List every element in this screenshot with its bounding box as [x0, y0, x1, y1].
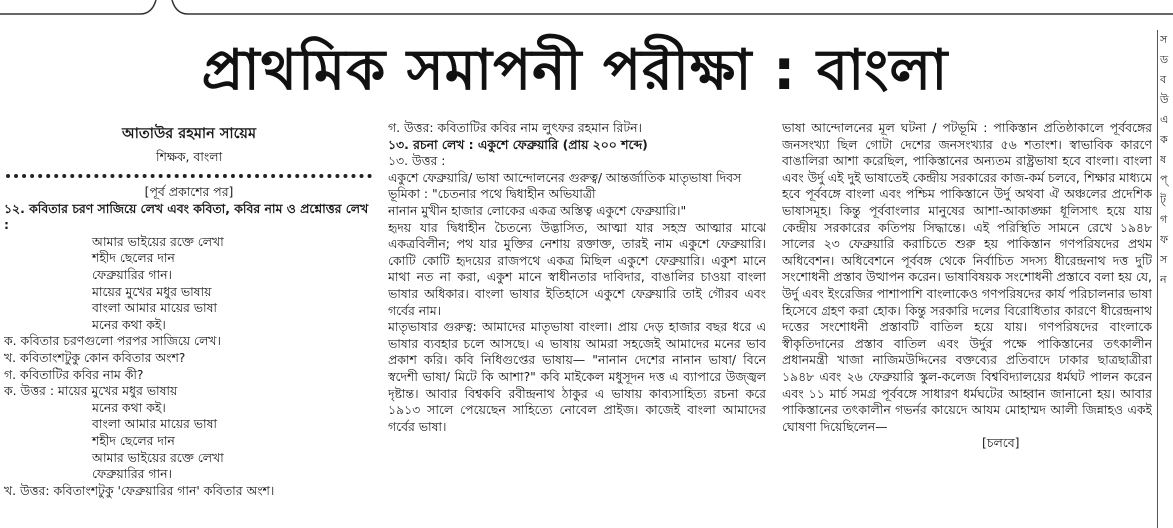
answer-poem-line: আমার ভাইয়ের রক্তে লেখা: [92, 449, 224, 465]
continued-marker: [চলবে]: [982, 435, 1020, 451]
poem-line: ফেব্রুয়ারির গান।: [92, 266, 172, 282]
poem-line: বাংলা আমার মায়ের ভাষা: [92, 300, 218, 316]
answer-poem-line: মনের কথা কই।: [92, 399, 166, 415]
answer-poem-line: বাংলা আমার মায়ের ভাষা: [92, 416, 218, 432]
strip-glyph: ট্: [1160, 193, 1166, 206]
poem-line: আমার ভাইয়ের রক্তে লেখা: [92, 233, 224, 249]
essay-intro-line: ভূমিকা : "চেতনার পথে দ্বিধাহীন অভিযাত্রী: [388, 186, 596, 202]
strip-glyph: গ: [1160, 213, 1168, 226]
poem-line: মনের কথা কই।: [92, 316, 166, 332]
author-name: আতাউর রহমান সায়েম: [121, 126, 257, 142]
column-3: [782, 120, 1152, 528]
essay-title: একুশে ফেব্রুয়ারি/ ভাষা আন্দোলনের গুরুত্ব/ আন্তর্জাতিক মাতৃভাষা দিবস: [388, 169, 742, 185]
page-headline: প্রাথমিক সমাপনী পরীক্ষা : বাংলা: [201, 38, 949, 103]
question-13: ১৩. রচনা লেখ : একুশে ফেব্রুয়ারি (প্রায় ২০০ শব্দে): [388, 136, 648, 152]
answer-poem-line: ফেব্রুয়ারির গান।: [92, 466, 172, 482]
question-c: গ. কবিতাটির কবির নাম কী?: [4, 366, 144, 382]
strip-glyph: ব: [1160, 73, 1167, 86]
strip-glyph: ড: [1160, 53, 1169, 66]
question-a: ক. কবিতার চরণগুলো পরপর সাজিয়ে লেখ।: [4, 333, 221, 349]
answer-b: খ. উত্তর: কবিতাংশটুকু 'ফেব্রুয়ারির গান' কবিতার অংশ।: [4, 482, 275, 498]
answer-poem-line: শহীদ ছেলের দান: [92, 432, 175, 448]
strip-glyph: স: [1160, 253, 1168, 266]
column-2: [388, 120, 766, 528]
dotted-divider: [6, 174, 372, 178]
strip-glyph: স: [1160, 33, 1168, 46]
adjacent-article-strip: [1157, 30, 1173, 528]
poem-line: মায়ের মুখের মধুর ভাষায়: [92, 283, 212, 299]
continued-from: [পূর্ব প্রকাশের পর]: [144, 184, 234, 199]
strip-glyph: উ: [1160, 93, 1169, 106]
history-paragraph: ভাষা আন্দোলনের মূল ঘটনা / পটভূমি : পাকিস্তান প্রতিষ্ঠাকালে পূর্ববঙ্গের জনসংখ্যা ছিল গোটা দেশের জনসংখ্যার ৫৬ শতাংশ। স্বাভাবিক কারণে বাঙালিরা আশা করেছিল, পাকিস্তানের অন্যতম রাষ্ট্রভাষা হবে বাংলা। বাংলা এবং উর্দু এই দুই ভাষাতেই কেন্দ্রীয় সরকারের কাজ-কর্ম চলবে, শিক্ষার মাধ্যমে হবে পূর্ববঙ্গে বাংলা এবং পশ্চিম পাকিস্তানে উর্দু অথবা ঐ অঞ্চলের প্রদেশিক ভাষাসমূহ। কিন্তু পূর্ববাংলার মানুষের আশা-আকাঙ্ক্ষা ধূলিসাৎ হয়ে যায় কেন্দ্রীয় সরকারের কতিপয় সিদ্ধান্তে। এই পরিস্থিতি সামনে রেখে ১৯৪৮ সালের ২৩ ফেব্রুয়ারি করাচিতে শুরু হয় পাকিস্তান গণপরিষদের প্রথম অধিবেশন। অধিবেশনে পূর্ববঙ্গ থেকে নির্বাচিত সদস্য ধীরেন্দ্রনাথ দত্ত দুটি সংশোধনী প্রস্তাব উত্থাপন করেন। ভাষাবিষয়ক সংশোধনী প্রস্তাবে বলা হয় যে, উর্দু এবং ইংরেজির পাশাপাশি বাংলাকেও গণপরিষদের কার্য পরিচালনার ভাষা হিসেবে গ্রহণ করা হোক। কিন্তু সরকারি দলের বিরোধিতার কারণে ধীরেন্দ্রনাথ দত্তের সংশোধনী প্রস্তাবটি বাতিল হয়ে যায়। গণপরিষদের বাংলাকে স্বীকৃতিদানের প্রস্তাব বাতিল এবং উর্দুর পক্ষে পাকিস্তানের তৎকালীন প্রধানমন্ত্রী খাজা নাজিমউদ্দিনের বক্তব্যের প্রতিবাদে ঢাকার ছাত্রছাত্রীরা ১৯৪৮ এবং ২৬ ফেব্রুয়ারি স্কুল-কলেজ বিশ্ববিদ্যালয়ের ধর্মঘট পালন করেন এবং ১১ মার্চ সমগ্র পূর্ববঙ্গে সাধারণ ধর্মঘটের আহ্বান জানানো হয়। আবার পাকিস্তানের তৎকালীন গভর্নর কায়েদে আযম মোহাম্মদ আলী জিন্নাহও একই ঘোষণা দিয়েছিলেন—: [782, 120, 1152, 434]
essay-intro-line: নানান মুখীন হাজার লোকের একত্র অস্তিত্ব একুশে ফেব্রুয়ারি।": [388, 202, 687, 218]
answer-13-head: ১৩. উত্তর :: [388, 153, 446, 169]
essay-paragraph: মাতৃভাষার গুরুত্ব: আমাদের মাতৃভাষা বাংলা। প্রায় দেড় হাজার বছর ধরে এ ভাষার ব্যবহার চলে আসছে। এ ভাষায় আমরা সহজেই আমাদের মনের ভাব প্রকাশ করি। কবি নিধিগুপ্তের ভাষায়— "নানান দেশের নানান ভাষা/ বিনে স্বদেশী ভাষা/ মিটে কি আশা?" কবি মাইকেল মধুসূদন দত্ত এ ব্যাপারে উজ্জ্বল দৃষ্টান্ত। আবার বিশ্বকবি রবীন্দ্রনাথ ঠাকুর এ ভাষায় কাব্যসাহিত্য রচনা করে ১৯১৩ সালে পেয়েছেন সাহিত্যে নোবেল প্রাইজ। কাজেই বাংলা আমাদের গর্বের ভাষা।: [388, 319, 766, 434]
answer-c: গ. উত্তর: কবিতাটির কবির নাম লুৎফর রহমান রিটন।: [388, 120, 642, 135]
strip-glyph: প্: [1160, 173, 1168, 186]
strip-glyph: ফ: [1160, 233, 1169, 246]
author-role: শিক্ষক, বাংলা: [155, 149, 223, 164]
question-12: ১২. কবিতার চরণ সাজিয়ে লেখ এবং কবিতা, কবির নাম ও প্রশ্নোত্তর লেখ :: [4, 200, 369, 233]
poem-line: শহীদ ছেলের দান: [92, 250, 175, 266]
strip-glyph: ন: [1160, 273, 1167, 286]
answer-a-head: ক. উত্তর : মায়ের মুখের মধুর ভাষায়: [4, 383, 178, 399]
strip-glyph: ষ: [1160, 153, 1167, 166]
question-b: খ. কবিতাংশটুকু কোন কবিতার অংশ?: [4, 349, 186, 365]
strip-glyph: ক: [1160, 133, 1168, 146]
column-1: [4, 120, 374, 528]
essay-paragraph: হৃদয় যার দ্বিধাহীন চৈতন্যে উদ্ভাসিত, আত্মা যার সহস্র আত্মার মাঝে একত্রবিলীন; পথ যার মুক্তির নেশায় রক্তাক্ত, তারই নাম একুশে ফেব্রুয়ারি। কোটি কোটি হৃদয়ের রাজপথে একত্র মিছিল একুশে ফেব্রুয়ারি। একুশ মানে মাথা নত না করা, একুশ মানে স্বাধীনতার দাবিদার, বাঙালির চাওয়া বাংলা ভাষার অধিকার। বাংলা ভাষার ইতিহাসে একুশে ফেব্রুয়ারি তাই গৌরব এবং গর্বের নাম।: [388, 219, 766, 318]
strip-glyph: এ: [1160, 113, 1169, 126]
